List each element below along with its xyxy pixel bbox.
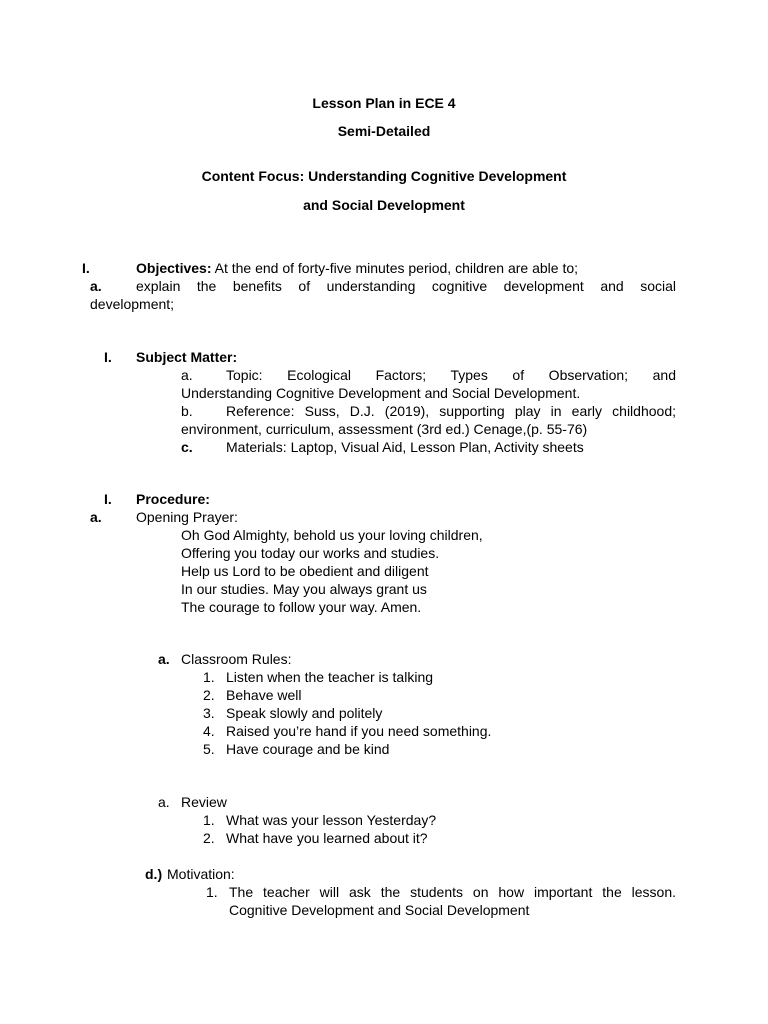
rule-number: 3.: [203, 705, 215, 721]
classroom-rules-label: Classroom Rules:: [181, 651, 292, 667]
review-label: Review: [181, 794, 227, 810]
prayer-line: Offering you today our works and studies.: [181, 545, 440, 561]
procedure-numeral: I.: [104, 491, 112, 507]
objective-a-line-1: explain the benefits of understanding cognitive development and social: [136, 278, 676, 294]
opening-prayer-label: Opening Prayer:: [136, 509, 238, 525]
objectives-text: At the end of forty-five minutes period, children are able to;: [214, 260, 579, 276]
motivation-number: 1.: [206, 884, 218, 900]
rule-text: Raised you’re hand if you need something.: [226, 723, 492, 739]
prayer-line: The courage to follow your way. Amen.: [181, 599, 422, 615]
objectives-label: Objectives:: [136, 260, 212, 276]
subject-matter-numeral: I.: [104, 349, 112, 365]
content-focus-line-1: Content Focus: Understanding Cognitive Development: [201, 168, 567, 184]
rule-text: Speak slowly and politely: [226, 705, 383, 721]
review-text: What have you learned about it?: [226, 830, 428, 846]
review-number: 2.: [203, 830, 215, 846]
rule-text: Listen when the teacher is talking: [226, 669, 434, 685]
subject-a-line-1: [181, 366, 676, 384]
subject-c-marker: c.: [181, 439, 193, 455]
rule-text: Have courage and be kind: [226, 741, 390, 757]
motivation-marker: d.): [145, 866, 163, 882]
document-title: Lesson Plan in ECE 4: [312, 95, 456, 111]
motivation-line-2: Cognitive Development and Social Development: [229, 902, 530, 918]
procedure-heading: Procedure:: [136, 491, 210, 507]
subject-a-text: Topic: Ecological Factors; Types of Observation; and: [226, 367, 676, 383]
objectives-numeral: I.: [82, 260, 90, 276]
review-number: 1.: [203, 812, 215, 828]
opening-prayer-marker: a.: [90, 509, 102, 525]
subject-b-line-1: [181, 402, 676, 420]
document-subtitle: Semi-Detailed: [337, 123, 431, 139]
rule-text: Behave well: [226, 687, 302, 703]
rule-number: 2.: [203, 687, 215, 703]
objectives-heading: [136, 259, 578, 277]
prayer-line: In our studies. May you always grant us: [181, 581, 427, 597]
subject-matter-heading: Subject Matter:: [136, 349, 238, 365]
objective-a-line-2: development;: [90, 296, 175, 312]
subject-b-line-2: environment, curriculum, assessment (3rd ed.) Cenage,(p. 55-76): [181, 421, 588, 437]
classroom-rules-marker: a.: [158, 651, 170, 667]
review-marker: a.: [158, 794, 170, 810]
objective-a-marker: a.: [90, 278, 102, 294]
content-focus-line-2: and Social Development: [303, 197, 465, 213]
motivation-line-1: The teacher will ask the students on how important the lesson.: [229, 884, 676, 900]
subject-c-text: Materials: Laptop, Visual Aid, Lesson Plan, Activity sheets: [226, 439, 584, 455]
rule-number: 5.: [203, 741, 215, 757]
subject-b-marker: b.: [181, 403, 193, 419]
subject-a-line-2: Understanding Cognitive Development and Social Development.: [181, 385, 581, 401]
motivation-label: Motivation:: [167, 866, 235, 882]
prayer-line: Oh God Almighty, behold us your loving children,: [181, 527, 483, 543]
prayer-line: Help us Lord to be obedient and diligent: [181, 563, 429, 579]
subject-a-marker: a.: [181, 367, 193, 383]
review-text: What was your lesson Yesterday?: [226, 812, 437, 828]
rule-number: 4.: [203, 723, 215, 739]
rule-number: 1.: [203, 669, 215, 685]
subject-b-text: Reference: Suss, D.J. (2019), supporting play in early childhood;: [226, 403, 676, 419]
